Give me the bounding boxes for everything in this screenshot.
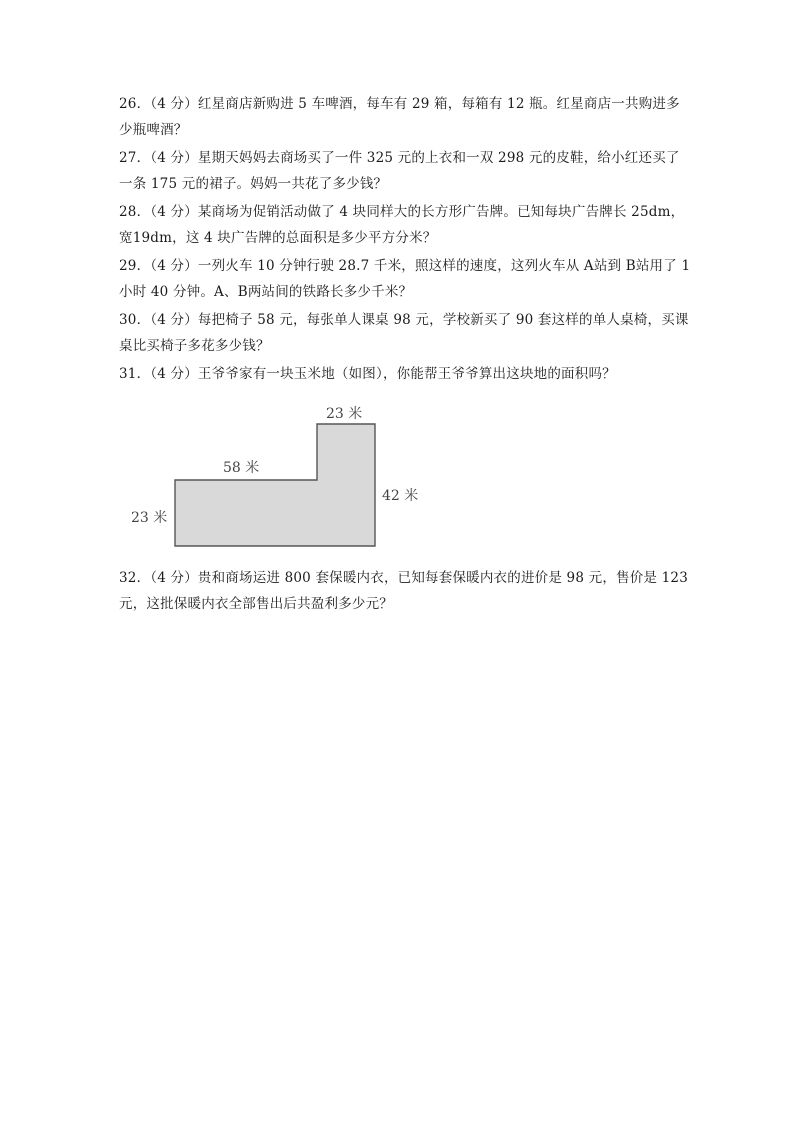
question-line: 一条 175 元的裙子。妈妈一共花了多少钱？: [119, 176, 388, 192]
cornfield-figure: [120, 396, 430, 556]
label-right-height: 42 米: [382, 488, 419, 504]
question-line: 小时 40 分钟。A、B两站间的铁路长多少千米？: [119, 284, 413, 300]
question-31: [119, 361, 679, 387]
question-line: 30．（4 分）每把椅子 58 元，每张单人课桌 98 元，学校新买了 90 套这样的单人桌椅，买课: [119, 312, 689, 328]
question-28: [119, 199, 685, 251]
question-line: 32．（4 分）贵和商场运进 800 套保暖内衣，已知每套保暖内衣的进价是 98 元，售价是 123: [119, 570, 688, 586]
question-line: 28．（4 分）某商场为促销活动做了 4 块同样大的长方形广告牌。已知每块广告牌长 25dm，: [119, 204, 685, 220]
field-shape: [175, 424, 375, 546]
label-top-width: 23 米: [326, 406, 363, 422]
cornfield-diagram: [120, 396, 430, 556]
question-line: 31．（4 分）王爷爷家有一块玉米地（如图），你能帮王爷爷算出这块地的面积吗？: [119, 366, 616, 382]
question-line: 桌比买椅子多花多少钱？: [119, 338, 270, 354]
label-long-width: 58 米: [223, 460, 260, 476]
question-line: 29．（4 分）一列火车 10 分钟行驶 28.7 千米，照这样的速度，这列火车从 A站到 B站用了 1: [119, 258, 691, 274]
question-30: [119, 307, 689, 359]
question-line: 27．（4 分）星期天妈妈去商场买了一件 325 元的上衣和一双 298 元的皮鞋，给小红还买了: [119, 150, 680, 166]
question-line: 26．（4 分）红星商店新购进 5 车啤酒，每车有 29 箱，每箱有 12 瓶。红星商店一共购进多: [119, 96, 680, 112]
question-29: [119, 253, 691, 305]
question-line: 宽19dm，这 4 块广告牌的总面积是多少平方分米？: [119, 230, 437, 246]
question-32: [119, 565, 688, 617]
question-26: [119, 91, 679, 143]
question-27: [119, 145, 679, 197]
question-line: 元，这批保暖内衣全部售出后共盈利多少元？: [119, 596, 393, 612]
question-line: 少瓶啤酒？: [119, 122, 188, 138]
label-left-height: 23 米: [131, 510, 168, 526]
